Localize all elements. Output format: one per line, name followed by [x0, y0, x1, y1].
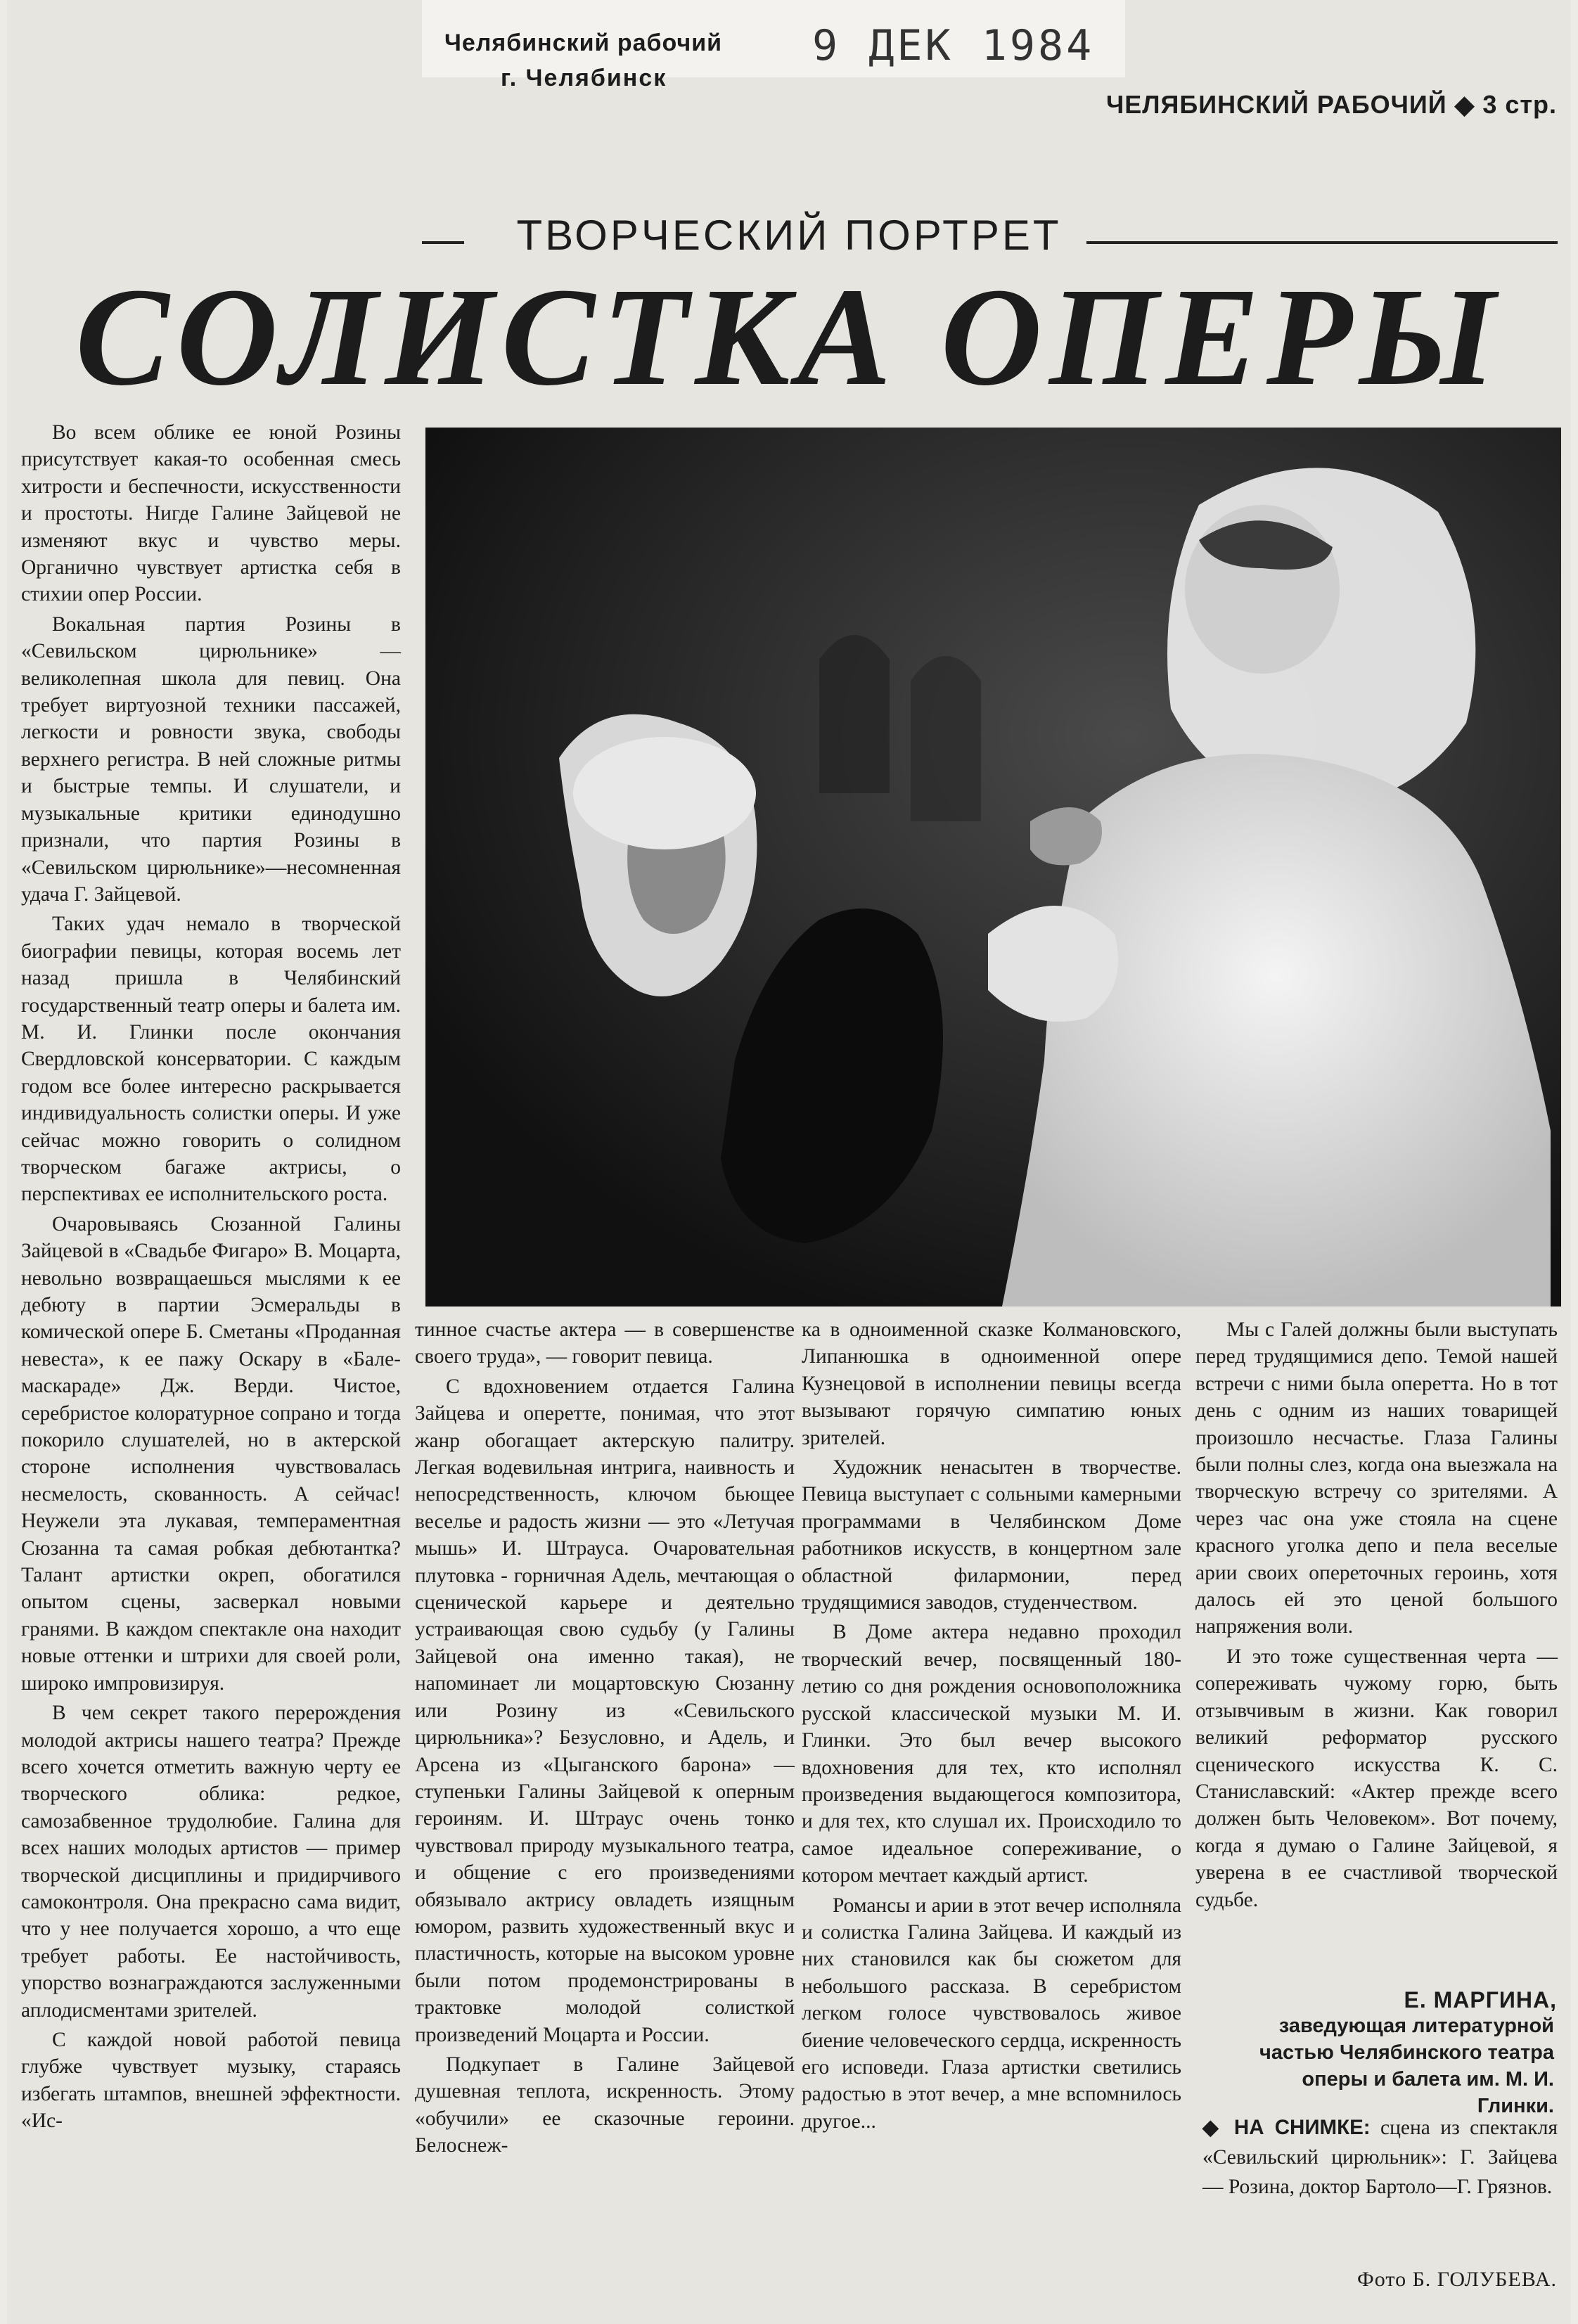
paragraph: С вдохновением отдается Галина Зайцева и оперетте, понимая, что этот жанр обогащает актерскую палитру. Легкая водевильная интрига, наивность и непосредственность, ключом бьющее веселье и радость жизни — это «Летучая мышь» И. Штрауса. Очаровательная плутовка - горничная Адель, мечтающая о сценической карьере и деятельно устраивающая свою судьбу (у Галины Зайцевой она именно такая), не напоминает ли моцартовскую Сюзанну или Розину из «Севильского цирюльника»? Безусловно, и Адель, и Арсена из «Цыганского барона» — ступеньки Галины Зайцевой к оперным героиням. И. Штраус очень тонко чувствовал природу музыкального театра, и общение с его произведениями обязывало актрису овладеть изящным юмором, развить художественный вкус и пластичность, которые на высоком уровне были потом продемонстрированы в трактовке молодой солисткой произведений Моцарта и России. — [415, 1375, 795, 2046]
caption-text: сцена из спектакля «Севильский цирюльник»: Г. Зайцева — Розина, доктор Бартоло—Г. Грязнов. — [1202, 2117, 1558, 2198]
article-column-3 — [802, 1316, 1181, 2135]
paragraph: ка в одноименной сказке Колмановского, Липанюшка в одноименной опере Кузнецовой в исполнении певицы всегда вызывают горячую симпатию юных зрителей. — [802, 1318, 1181, 1449]
paragraph: Во всем облике ее юной Розины присутствует какая-то особенная смесь хитрости и беспечности, искусственности и простоты. Нигде Галине Зайцевой не изменяют вкус и чувство меры. Органично чувствует артистка себя в стихии опер России. — [21, 421, 401, 606]
paragraph: Подкупает в Галине Зайцевой душевная теплота, искренность. Этому «обучили» ее сказочные героини. Белоснеж- — [415, 2053, 795, 2157]
author-name: Е. МАРГИНА, — [1404, 1987, 1557, 2012]
stamp-source: Челябинский рабочий — [444, 30, 722, 56]
paragraph: Очаровываясь Сюзанной Галины Зайцевой в «Свадьбе Фигаро» В. Моцарта, невольно возвращаешься мыслями к ее дебюту в партии Эсмеральды в комической опере Б. Сметаны «Проданная невеста», к ее пажу Оскару в «Бале-маскараде» Дж. Верди. Чистое, серебристое колоратурное сопрано и тогда покорило слушателей, но в актерской стороне исполнения чувствовалась несмелость, скованность. А сейчас! Неужели эта лукавая, темпераментная Сюзанна та самая робкая дебютантка? Талант артистки окреп, обогатился опытом сцены, засверкал новыми гранями. В каждом спектакле она находит новые оттенки и штрихи для своей роли, широко импровизируя. — [21, 1212, 401, 1695]
paragraph: Романсы и арии в этот вечер исполняла и солистка Галина Зайцева. И каждый из них становился как бы сюжетом для небольшого рассказа. В серебристом легком голосе чувствовалось живое биение человеческого сердца, искренность его исповеди. Глаза артистки светились радостью в этот вечер, а мне вспомнилось другое... — [802, 1894, 1181, 2133]
photo-credit: Фото Б. ГОЛУБЕВА. — [1357, 2268, 1557, 2291]
stage-photo — [425, 428, 1561, 1307]
paragraph: Таких удач немало в творческой биографии певицы, которая восемь лет назад пришла в Челябинский государственный театр оперы и балета им. М. И. Глинки после окончания Свердловской консерватории. С каждым годом все более интересно раскрывается индивидуальность солистки оперы. И уже сейчас можно говорить о солидном творческом багаже актрисы, о перспективах ее исполнительского роста. — [21, 913, 401, 1206]
paragraph: Художник ненасытен в творчестве. Певица выступает с сольными камерными программами в Челябинском Доме работников искусств, в концертном зале областной филармонии, перед трудящимися заводов, студенчеством. — [802, 1456, 1181, 1614]
article-column-2 — [415, 1316, 795, 2159]
paragraph: С каждой новой работой певица глубже чувствует музыку, стараясь избегать штампов, внешней эффектности. «Ис- — [21, 2028, 401, 2133]
paragraph: И это тоже существенная черта — сопереживать чужому горю, быть отзывчивым в жизни. Как говорил великий реформатор русского сценического искусства К. С. Станиславский: «Актер прежде всего должен быть Человеком». Вот почему, когда я думаю о Галине Зайцевой, я уверена в ее счастливой творческой судьбе. — [1195, 1645, 1558, 1911]
masthead: ЧЕЛЯБИНСКИЙ РАБОЧИЙ ◆ 3 стр. — [1105, 90, 1557, 119]
stamp-date: 9 ДЕК 1984 — [812, 21, 1095, 70]
stage-photo-image — [425, 428, 1561, 1307]
paragraph: тинное счастье актера — в совершенстве своего труда», — говорит певица. — [415, 1318, 795, 1368]
stamp-city: г. Челябинск — [501, 65, 667, 91]
headline: СОЛИСТКА ОПЕРЫ — [75, 259, 1503, 415]
paragraph: В Доме актера недавно проходил творческий вечер, посвященный 180-летию со дня рождения основоположника русской классической музыки М. И. Глинки. Это был вечер высокого вдохновения для тех, кто исполнял произведения выдающегося композитора, и для тех, кто слушал их. Происходило то самое идеальное сопереживание, о котором мечтает каждый артист. — [802, 1621, 1181, 1887]
paragraph: Вокальная партия Розины в «Севильском цирюльнике» — великолепная школа для певиц. Она требует виртуозной техники пассажей, легкости и ровности звука, свободы верхнего регистра. В ней сложные ритмы и быстрые темпы. И слушатели, и музыкальные критики единодушно признали, что партия Розины в «Севильском цирюльнике»—несомненная удача Г. Зайцевой. — [21, 612, 401, 906]
author-role: заведующая литературной частью Челябинского театра оперы и балета им. М. И. Глинки. — [1259, 2015, 1554, 2117]
paragraph: Мы с Галей должны были выступать перед трудящимися депо. Темой нашей встречи с ними была оперетта. Но в тот день с одним из наших товарищей произошло несчастье. Глаза Галины были полны слез, когда она выезжала на творческую встречу со зрителями. А через час она уже стояла на сцене красного уголка депо и пела веселые арии своих опереточных героинь, хотя далось ей это ценой большого напряжения воли. — [1195, 1318, 1558, 1638]
caption-lead: ◆ НА СНИМКЕ: — [1202, 2116, 1371, 2139]
article-column-4 — [1195, 1316, 1558, 1913]
rubric-title: ТВОРЧЕСКИЙ ПОРТРЕТ — [516, 212, 1062, 259]
article-column-1-text — [21, 419, 401, 2135]
paragraph: В чем секрет такого перерождения молодой актрисы нашего театра? Прежде всего хочется отметить важную черту ее творческого облика: редкое, самозабвенное трудолюбие. Галина для всех наших молодых артистов — пример творческой дисциплины и придирчивого самоконтроля. Она прекрасно сама видит, что у нее получается хорошо, а что еще требует работы. Ее настойчивость, упорство вознаграждаются заслуженными аплодисментами зрителей. — [21, 1702, 401, 2022]
photo-caption — [1202, 2113, 1558, 2202]
